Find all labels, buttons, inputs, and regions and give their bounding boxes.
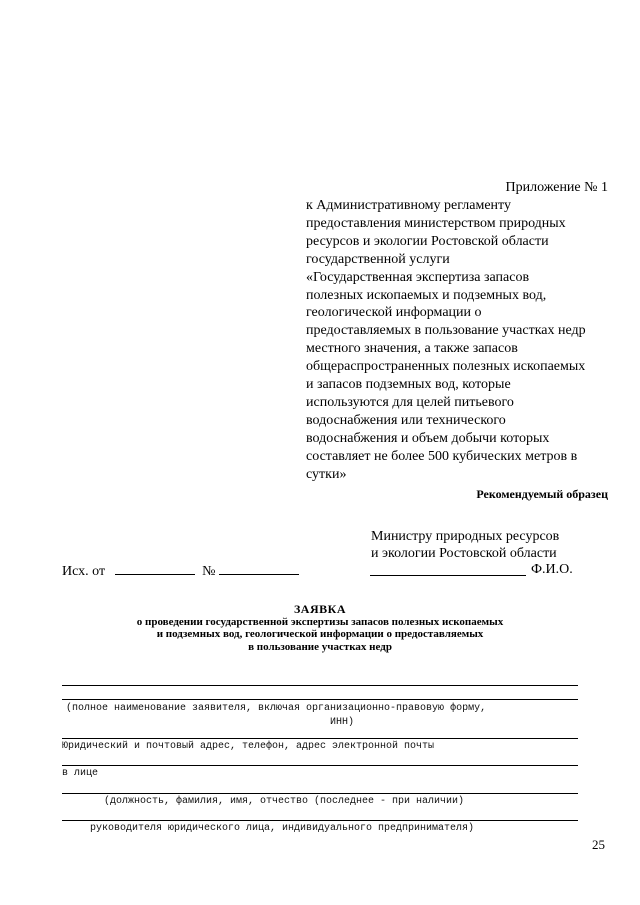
- applicant-name-field[interactable]: [62, 685, 578, 686]
- appendix-line: общераспространенных полезных ископаемых: [306, 359, 586, 375]
- recommended-sample-label: Рекомендуемый образец: [476, 487, 608, 501]
- request-subtitle-line: о проведении государственной экспертизы запасов полезных ископаемых: [136, 615, 504, 628]
- page-number: 25: [592, 837, 605, 852]
- appendix-text: [306, 197, 608, 484]
- person-label: в лице: [62, 768, 99, 779]
- address-field[interactable]: [62, 738, 578, 739]
- appendix-line: водоснабжения и объем добычи которых: [306, 430, 550, 446]
- addressee-block: [371, 528, 559, 562]
- head-field[interactable]: [62, 820, 578, 821]
- appendix-line: предоставления министерством природных: [306, 215, 566, 231]
- applicant-name-field[interactable]: [62, 699, 578, 700]
- head-hint: руководителя юридического лица, индивидуального предпринимателя): [90, 823, 475, 834]
- outgoing-prefix: Исх. от: [62, 564, 106, 579]
- appendix-line: полезных ископаемых и подземных вод,: [306, 287, 547, 303]
- signature-field[interactable]: [370, 575, 526, 576]
- appendix-line: предоставляемых в пользование участках недр: [306, 323, 586, 339]
- appendix-line: и запасов подземных вод, которые: [306, 377, 511, 393]
- person-field[interactable]: [62, 765, 578, 766]
- position-hint: (должность, фамилия, имя, отчество (последнее - при наличии): [104, 796, 465, 807]
- request-title: ЗАЯВКА: [293, 602, 347, 616]
- addressee-fio: Ф.И.О.: [531, 562, 573, 577]
- appendix-line: местного значения, а также запасов: [306, 341, 518, 357]
- appendix-line: сутки»: [306, 466, 347, 482]
- position-field[interactable]: [62, 793, 578, 794]
- appendix-title: Приложение № 1: [505, 180, 608, 195]
- request-subtitle-line: в пользование участках недр: [248, 640, 392, 653]
- outgoing-date-field[interactable]: [115, 561, 195, 575]
- applicant-name-hint: (полное наименование заявителя, включая организационно-правовую форму,: [66, 703, 487, 714]
- appendix-line: водоснабжения или технического: [306, 412, 506, 428]
- outgoing-number-field[interactable]: [219, 561, 299, 575]
- request-subtitle-line: и подземных вод, геологической информации о предоставляемых: [156, 628, 484, 640]
- addressee-line: и экологии Ростовской области: [371, 546, 557, 561]
- address-hint: Юридический и почтовый адрес, телефон, адрес электронной почты: [62, 741, 435, 752]
- appendix-line: «Государственная экспертиза запасов: [306, 269, 530, 285]
- appendix-line: составляет не более 500 кубических метров в: [306, 448, 578, 464]
- applicant-name-hint: ИНН): [330, 717, 355, 728]
- appendix-line: государственной услуги: [306, 251, 450, 267]
- appendix-line: ресурсов и экологии Ростовской области: [306, 233, 549, 249]
- addressee-line: Министру природных ресурсов: [371, 529, 560, 544]
- number-sign: №: [202, 564, 216, 579]
- outgoing-reference: [62, 561, 299, 580]
- request-heading: [60, 603, 580, 653]
- appendix-line: геологической информации о: [306, 305, 482, 321]
- appendix-line: используются для целей питьевого: [306, 394, 514, 410]
- appendix-line: к Административному регламенту: [306, 198, 511, 213]
